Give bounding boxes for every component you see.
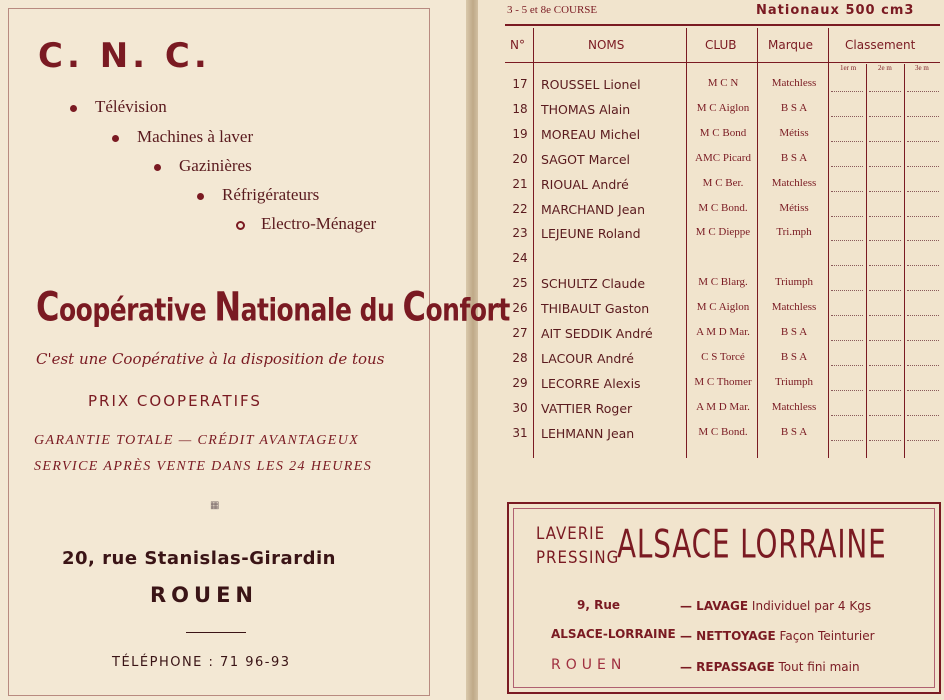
result-blank xyxy=(831,415,863,416)
product-item: Machines à laver xyxy=(112,127,253,147)
result-blank xyxy=(869,141,901,142)
rider-marque: Tri.mph xyxy=(776,226,812,239)
table-row xyxy=(505,202,940,226)
ad-address-1: 9, Rue xyxy=(577,598,621,612)
bullet-icon xyxy=(154,164,161,171)
rider-marque: Matchless xyxy=(771,77,817,89)
result-blank xyxy=(907,116,939,117)
rider-marque: Triumph xyxy=(774,375,814,388)
result-blank xyxy=(869,340,901,341)
result-blank xyxy=(907,440,939,441)
result-blank xyxy=(831,216,863,217)
product-item: Electro-Ménager xyxy=(236,214,376,234)
result-blank xyxy=(831,315,863,316)
result-blank xyxy=(869,440,901,441)
divider xyxy=(186,632,246,633)
result-blank xyxy=(831,265,863,266)
product-item: Gazinières xyxy=(154,156,252,176)
result-blank xyxy=(831,240,863,241)
store-city: ROUEN xyxy=(150,583,258,607)
cooperative-title: Coopérative Nationale du Confort xyxy=(36,283,510,331)
rider-club: AMC Picard xyxy=(695,151,751,164)
rider-club: A M D Mar. xyxy=(696,400,750,413)
result-blank xyxy=(831,365,863,366)
ad-laverie: LAVERIE xyxy=(536,523,606,544)
rider-club: M C Bond. xyxy=(698,201,748,214)
entry-number: 21 xyxy=(512,176,528,191)
result-blank xyxy=(907,365,939,366)
rider-name: SCHULTZ Claude xyxy=(541,276,646,292)
entry-number: 30 xyxy=(512,400,528,415)
rider-club: M C Bond. xyxy=(698,425,748,438)
cooperative-tagline: C'est une Coopérative à la disposition de tous xyxy=(36,350,385,368)
category-label: Nationaux 500 cm3 xyxy=(756,3,915,18)
rider-marque: Triumph xyxy=(774,276,814,289)
result-blank xyxy=(869,240,901,241)
rider-marque: Métiss xyxy=(779,126,809,139)
entry-number: 19 xyxy=(512,126,528,141)
prix-cooperatifs: PRIX COOPERATIFS xyxy=(88,392,262,410)
result-blank xyxy=(869,290,901,291)
rider-club: M C Thomer xyxy=(694,375,752,388)
rider-marque: Matchless xyxy=(771,301,817,314)
ad-city: ROUEN xyxy=(551,657,627,673)
header-marque: Marque xyxy=(768,38,814,52)
result-blank xyxy=(907,240,939,241)
entry-number: 27 xyxy=(512,326,528,340)
entry-number: 25 xyxy=(512,276,528,291)
store-phone: TÉLÉPHONE : 71 96-93 xyxy=(112,655,291,670)
rider-marque: B S A xyxy=(780,326,808,338)
result-blank xyxy=(831,390,863,391)
rider-marque: Matchless xyxy=(771,400,817,413)
header-club: CLUB xyxy=(705,38,737,52)
table-row xyxy=(505,177,940,201)
rider-club: M C Blarg. xyxy=(698,276,748,289)
rider-name: SAGOT Marcel xyxy=(541,151,630,167)
result-blank xyxy=(869,91,901,92)
bullet-icon xyxy=(70,105,77,112)
result-blank xyxy=(869,390,901,391)
result-blank xyxy=(907,315,939,316)
header-noms: NOMS xyxy=(588,38,625,52)
result-blank xyxy=(869,315,901,316)
rider-name: RIOUAL André xyxy=(541,176,629,192)
entry-number: 20 xyxy=(512,151,528,166)
rider-name: ROUSSEL Lionel xyxy=(541,77,641,92)
entry-number: 28 xyxy=(512,350,528,365)
table-row xyxy=(505,77,940,101)
rider-marque: B S A xyxy=(780,425,808,438)
place-3: 3e m xyxy=(915,64,929,72)
ad-address-2: ALSACE-LORRAINE xyxy=(551,627,676,641)
rider-club: C S Torcé xyxy=(701,350,745,363)
rider-name: THIBAULT Gaston xyxy=(541,301,650,317)
rider-name: LECORRE Alexis xyxy=(541,375,641,391)
ad-service-repassage: — REPASSAGE Tout fini main xyxy=(680,660,860,674)
result-blank xyxy=(831,440,863,441)
table-row xyxy=(505,251,940,275)
table-top-rule xyxy=(505,24,940,26)
rider-marque: B S A xyxy=(780,151,808,164)
product-item: Réfrigérateurs xyxy=(197,185,319,205)
header-classement: Classement xyxy=(845,38,916,52)
entry-number: 29 xyxy=(512,375,528,390)
table-row xyxy=(505,401,940,425)
result-blank xyxy=(831,166,863,167)
rider-name: MARCHAND Jean xyxy=(541,201,645,217)
result-blank xyxy=(907,340,939,341)
ad-title: ALSACE LORRAINE xyxy=(617,522,887,568)
rider-name: MOREAU Michel xyxy=(541,126,641,142)
entry-number: 23 xyxy=(512,226,528,241)
result-blank xyxy=(907,91,939,92)
store-address: 20, rue Stanislas-Girardin xyxy=(62,548,336,569)
entry-number: 17 xyxy=(512,77,528,91)
result-blank xyxy=(869,265,901,266)
rider-name: LACOUR André xyxy=(541,350,634,366)
result-blank xyxy=(907,216,939,217)
guarantee-line: GARANTIE TOTALE — CRÉDIT AVANTAGEUX xyxy=(34,433,360,448)
bullet-icon xyxy=(197,193,204,200)
table-row xyxy=(505,276,940,300)
service-line: SERVICE APRÈS VENTE DANS LES 24 HEURES xyxy=(34,459,373,474)
result-blank xyxy=(831,191,863,192)
rider-name: LEJEUNE Roland xyxy=(541,226,641,242)
bullet-icon xyxy=(112,135,119,142)
course-label: 3 - 5 et 8e COURSE xyxy=(507,4,598,16)
result-blank xyxy=(907,390,939,391)
result-blank xyxy=(907,141,939,142)
result-blank xyxy=(831,290,863,291)
header-rule xyxy=(505,62,940,63)
rider-name: LEHMANN Jean xyxy=(541,425,635,441)
table-row xyxy=(505,127,940,151)
bullet-ring-icon xyxy=(236,221,245,230)
rider-club: M C Bond xyxy=(699,126,747,139)
result-blank xyxy=(869,365,901,366)
result-blank xyxy=(907,166,939,167)
cnc-brand: C. N. C. xyxy=(38,36,211,76)
table-row xyxy=(505,226,940,250)
result-blank xyxy=(907,415,939,416)
entry-number: 26 xyxy=(512,301,528,316)
result-blank xyxy=(907,191,939,192)
header-num: N° xyxy=(510,38,525,52)
ad-service-nettoyage: — NETTOYAGE Façon Teinturier xyxy=(680,629,875,643)
entry-number: 31 xyxy=(512,425,528,440)
ad-pressing: PRESSING xyxy=(536,547,620,568)
rider-marque: Matchless xyxy=(771,176,817,189)
entry-number: 18 xyxy=(512,101,528,116)
rider-marque: Métiss xyxy=(779,201,809,214)
result-blank xyxy=(869,116,901,117)
result-blank xyxy=(869,415,901,416)
result-blank xyxy=(869,216,901,217)
place-2: 2e m xyxy=(878,64,892,72)
result-blank xyxy=(907,265,939,266)
result-blank xyxy=(869,191,901,192)
rider-name: VATTIER Roger xyxy=(541,400,633,416)
result-blank xyxy=(907,290,939,291)
rider-marque: B S A xyxy=(780,101,808,114)
table-row xyxy=(505,152,940,176)
rider-club: M C Aiglon xyxy=(696,101,750,114)
table-row xyxy=(505,102,940,126)
entry-number: 22 xyxy=(512,201,528,216)
table-row xyxy=(505,326,940,350)
result-blank xyxy=(831,116,863,117)
ad-service-lavage: — LAVAGE Individuel par 4 Kgs xyxy=(680,599,872,613)
rider-name: AIT SEDDIK André xyxy=(541,326,653,341)
printer-mark-icon: ▦ xyxy=(210,500,220,511)
result-blank xyxy=(831,340,863,341)
result-blank xyxy=(869,166,901,167)
result-blank xyxy=(831,91,863,92)
rider-name: THOMAS Alain xyxy=(541,101,631,117)
rider-club: M C Aiglon xyxy=(696,301,750,314)
result-blank xyxy=(831,141,863,142)
rider-club: M C Ber. xyxy=(702,176,744,189)
rider-marque: B S A xyxy=(780,350,808,363)
rider-club: A M D Mar. xyxy=(696,326,750,338)
rider-club: M C Dieppe xyxy=(695,226,751,239)
product-item: Télévision xyxy=(70,97,167,117)
table-row xyxy=(505,376,940,400)
entry-number: 24 xyxy=(512,251,528,266)
rider-club: M C N xyxy=(707,77,739,89)
table-row xyxy=(505,351,940,375)
table-row xyxy=(505,301,940,325)
place-1: 1er m xyxy=(840,64,857,72)
table-row xyxy=(505,426,940,450)
